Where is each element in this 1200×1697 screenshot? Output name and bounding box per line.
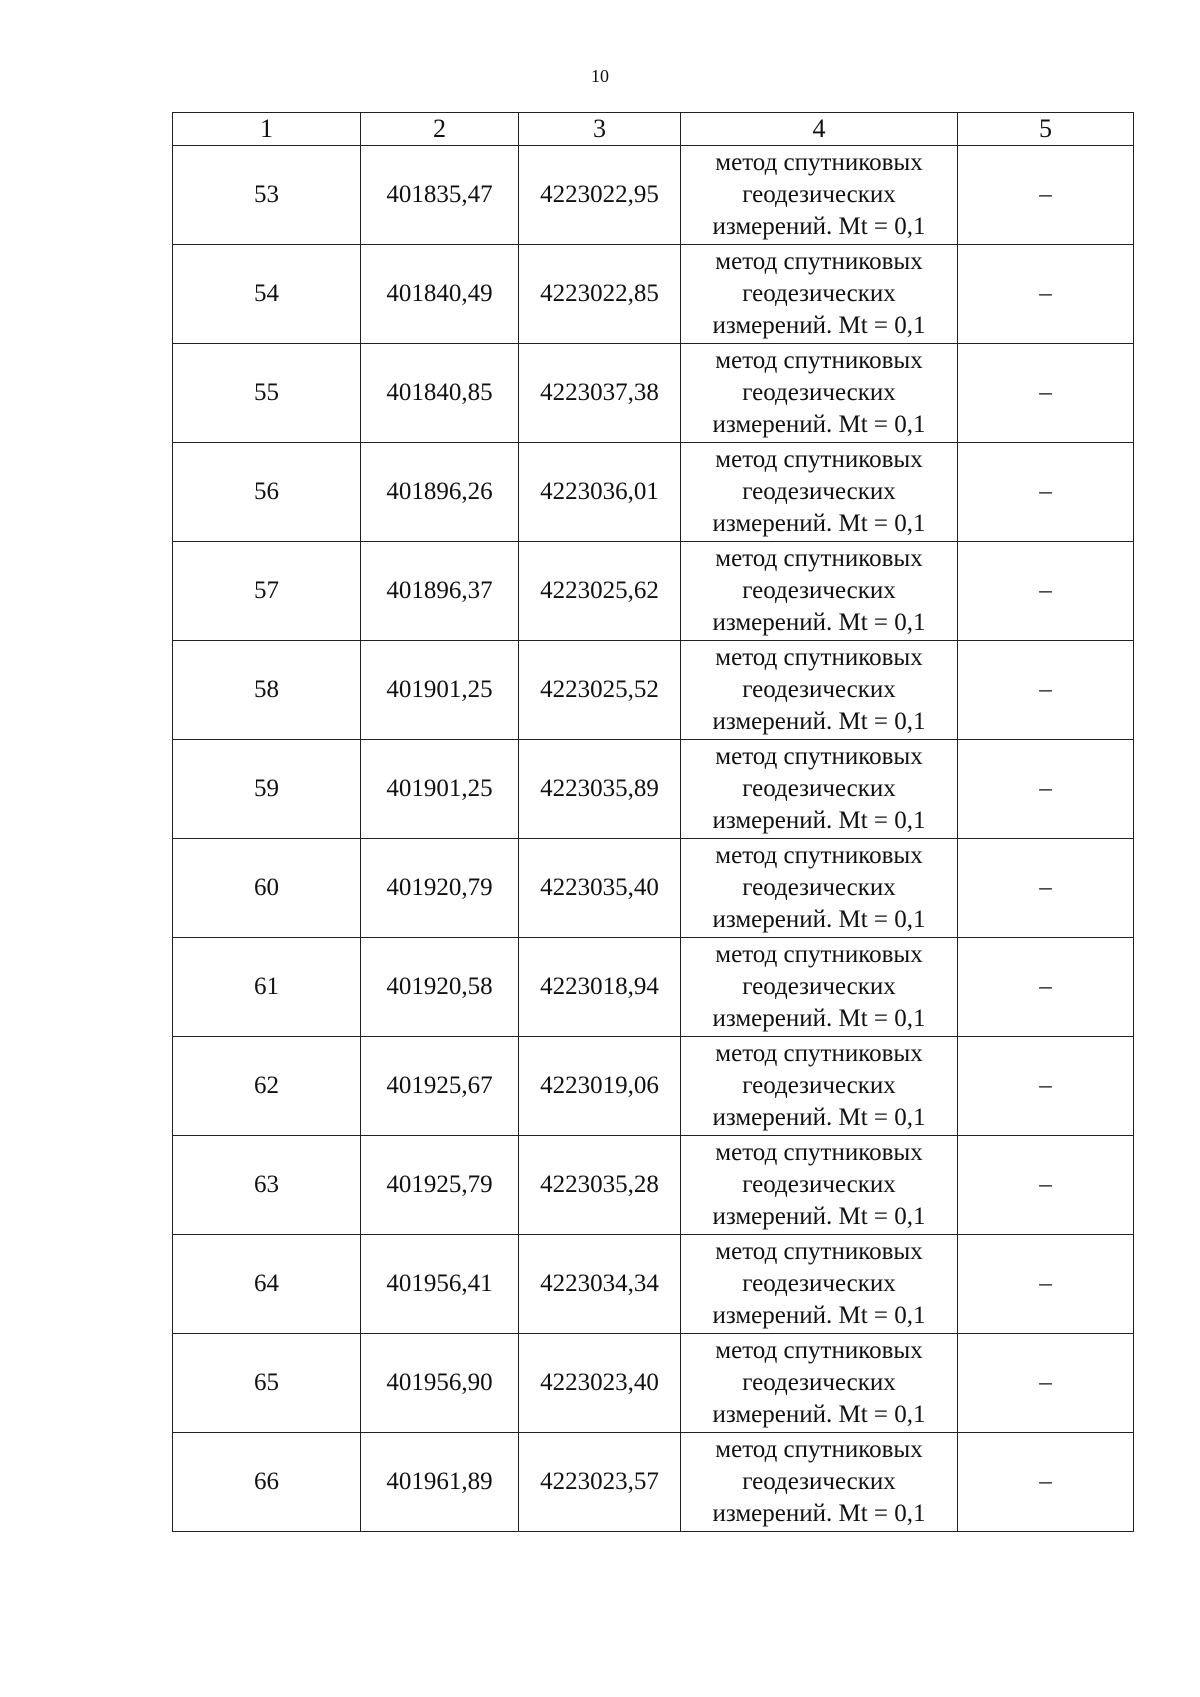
y-coordinate-cell: 4223025,52 — [519, 641, 681, 740]
point-number-cell: 65 — [173, 1334, 361, 1433]
method-cell — [681, 1136, 958, 1235]
table-row — [173, 344, 1134, 443]
table-row — [173, 1334, 1134, 1433]
method-text-line: геодезических — [742, 1072, 896, 1099]
y-coordinate-cell: 4223023,40 — [519, 1334, 681, 1433]
column-header-2: 2 — [361, 113, 519, 146]
note-cell: – — [958, 146, 1134, 245]
point-number-cell: 66 — [173, 1433, 361, 1532]
note-cell: – — [958, 1037, 1134, 1136]
table-row — [173, 641, 1134, 740]
method-text-line: измерений. Mt = 0,1 — [712, 906, 926, 933]
point-number-cell: 61 — [173, 938, 361, 1037]
note-cell: – — [958, 641, 1134, 740]
table-row — [173, 245, 1134, 344]
method-text-line: геодезических — [742, 577, 896, 604]
method-cell — [681, 344, 958, 443]
method-text-line: измерений. Mt = 0,1 — [712, 609, 926, 636]
method-text-line: геодезических — [742, 874, 896, 901]
table-row — [173, 542, 1134, 641]
y-coordinate-cell: 4223035,28 — [519, 1136, 681, 1235]
point-number-cell: 64 — [173, 1235, 361, 1334]
page-number: 10 — [591, 66, 609, 86]
note-cell: – — [958, 1136, 1134, 1235]
y-coordinate-cell: 4223036,01 — [519, 443, 681, 542]
method-text-line: метод спутниковых — [715, 1436, 923, 1463]
column-header-4: 4 — [681, 113, 958, 146]
table-row — [173, 839, 1134, 938]
point-number-cell: 53 — [173, 146, 361, 245]
column-header-1: 1 — [173, 113, 361, 146]
method-text-line: измерений. Mt = 0,1 — [712, 1401, 926, 1428]
method-text-line: геодезических — [742, 973, 896, 1000]
note-cell: – — [958, 839, 1134, 938]
coordinates-table — [172, 112, 1134, 1532]
method-cell — [681, 542, 958, 641]
method-text-line: метод спутниковых — [715, 545, 923, 572]
table-row — [173, 443, 1134, 542]
method-text-line: геодезических — [742, 1468, 896, 1495]
point-number-cell: 62 — [173, 1037, 361, 1136]
x-coordinate-cell: 401925,79 — [361, 1136, 519, 1235]
method-cell — [681, 740, 958, 839]
point-number-cell: 56 — [173, 443, 361, 542]
method-cell — [681, 1235, 958, 1334]
note-cell: – — [958, 245, 1134, 344]
table-row — [173, 1037, 1134, 1136]
method-text-line: геодезических — [742, 181, 896, 208]
method-cell — [681, 1334, 958, 1433]
note-cell: – — [958, 1433, 1134, 1532]
method-text-line: измерений. Mt = 0,1 — [712, 1005, 926, 1032]
method-text-line: метод спутниковых — [715, 248, 923, 275]
method-cell — [681, 1037, 958, 1136]
table-row — [173, 1136, 1134, 1235]
method-text-line: геодезических — [742, 1171, 896, 1198]
method-text-line: метод спутниковых — [715, 347, 923, 374]
note-cell: – — [958, 344, 1134, 443]
method-text-line: геодезических — [742, 280, 896, 307]
note-cell: – — [958, 938, 1134, 1037]
method-text-line: метод спутниковых — [715, 743, 923, 770]
method-text-line: измерений. Mt = 0,1 — [712, 411, 926, 438]
note-cell: – — [958, 740, 1134, 839]
y-coordinate-cell: 4223022,85 — [519, 245, 681, 344]
y-coordinate-cell: 4223023,57 — [519, 1433, 681, 1532]
method-text-line: метод спутниковых — [715, 644, 923, 671]
x-coordinate-cell: 401901,25 — [361, 740, 519, 839]
point-number-cell: 54 — [173, 245, 361, 344]
method-cell — [681, 1433, 958, 1532]
method-text-line: измерений. Mt = 0,1 — [712, 213, 926, 240]
point-number-cell: 59 — [173, 740, 361, 839]
table-row — [173, 1235, 1134, 1334]
y-coordinate-cell: 4223025,62 — [519, 542, 681, 641]
method-text-line: геодезических — [742, 775, 896, 802]
column-header-3: 3 — [519, 113, 681, 146]
y-coordinate-cell: 4223035,40 — [519, 839, 681, 938]
note-cell: – — [958, 1235, 1134, 1334]
method-text-line: геодезических — [742, 1270, 896, 1297]
note-cell: – — [958, 542, 1134, 641]
method-text-line: метод спутниковых — [715, 941, 923, 968]
table-row — [173, 938, 1134, 1037]
method-text-line: метод спутниковых — [715, 1238, 923, 1265]
note-cell: – — [958, 1334, 1134, 1433]
y-coordinate-cell: 4223034,34 — [519, 1235, 681, 1334]
x-coordinate-cell: 401896,37 — [361, 542, 519, 641]
header-row — [173, 113, 1134, 146]
method-text-line: измерений. Mt = 0,1 — [712, 708, 926, 735]
y-coordinate-cell: 4223037,38 — [519, 344, 681, 443]
method-text-line: метод спутниковых — [715, 1139, 923, 1166]
method-cell — [681, 146, 958, 245]
method-cell — [681, 839, 958, 938]
x-coordinate-cell: 401840,49 — [361, 245, 519, 344]
method-text-line: метод спутниковых — [715, 842, 923, 869]
method-text-line: измерений. Mt = 0,1 — [712, 1104, 926, 1131]
y-coordinate-cell: 4223022,95 — [519, 146, 681, 245]
method-text-line: измерений. Mt = 0,1 — [712, 1302, 926, 1329]
method-cell — [681, 641, 958, 740]
x-coordinate-cell: 401961,89 — [361, 1433, 519, 1532]
table-row — [173, 740, 1134, 839]
method-text-line: измерений. Mt = 0,1 — [712, 312, 926, 339]
method-text-line: измерений. Mt = 0,1 — [712, 1500, 926, 1527]
x-coordinate-cell: 401920,58 — [361, 938, 519, 1037]
method-text-line: метод спутниковых — [715, 446, 923, 473]
point-number-cell: 63 — [173, 1136, 361, 1235]
point-number-cell: 55 — [173, 344, 361, 443]
x-coordinate-cell: 401925,67 — [361, 1037, 519, 1136]
y-coordinate-cell: 4223035,89 — [519, 740, 681, 839]
x-coordinate-cell: 401840,85 — [361, 344, 519, 443]
x-coordinate-cell: 401896,26 — [361, 443, 519, 542]
method-cell — [681, 443, 958, 542]
method-cell — [681, 938, 958, 1037]
x-coordinate-cell: 401956,41 — [361, 1235, 519, 1334]
point-number-cell: 60 — [173, 839, 361, 938]
y-coordinate-cell: 4223019,06 — [519, 1037, 681, 1136]
method-text-line: геодезических — [742, 478, 896, 505]
y-coordinate-cell: 4223018,94 — [519, 938, 681, 1037]
method-text-line: измерений. Mt = 0,1 — [712, 807, 926, 834]
method-cell — [681, 245, 958, 344]
point-number-cell: 58 — [173, 641, 361, 740]
point-number-cell: 57 — [173, 542, 361, 641]
x-coordinate-cell: 401835,47 — [361, 146, 519, 245]
method-text-line: метод спутниковых — [715, 1337, 923, 1364]
method-text-line: измерений. Mt = 0,1 — [712, 510, 926, 537]
note-cell: – — [958, 443, 1134, 542]
x-coordinate-cell: 401901,25 — [361, 641, 519, 740]
method-text-line: измерений. Mt = 0,1 — [712, 1203, 926, 1230]
x-coordinate-cell: 401956,90 — [361, 1334, 519, 1433]
table-row — [173, 146, 1134, 245]
method-text-line: геодезических — [742, 1369, 896, 1396]
method-text-line: геодезических — [742, 676, 896, 703]
column-header-5: 5 — [958, 113, 1134, 146]
table-body — [173, 146, 1134, 1532]
method-text-line: геодезических — [742, 379, 896, 406]
x-coordinate-cell: 401920,79 — [361, 839, 519, 938]
method-text-line: метод спутниковых — [715, 1040, 923, 1067]
method-text-line: метод спутниковых — [715, 149, 923, 176]
table-row — [173, 1433, 1134, 1532]
